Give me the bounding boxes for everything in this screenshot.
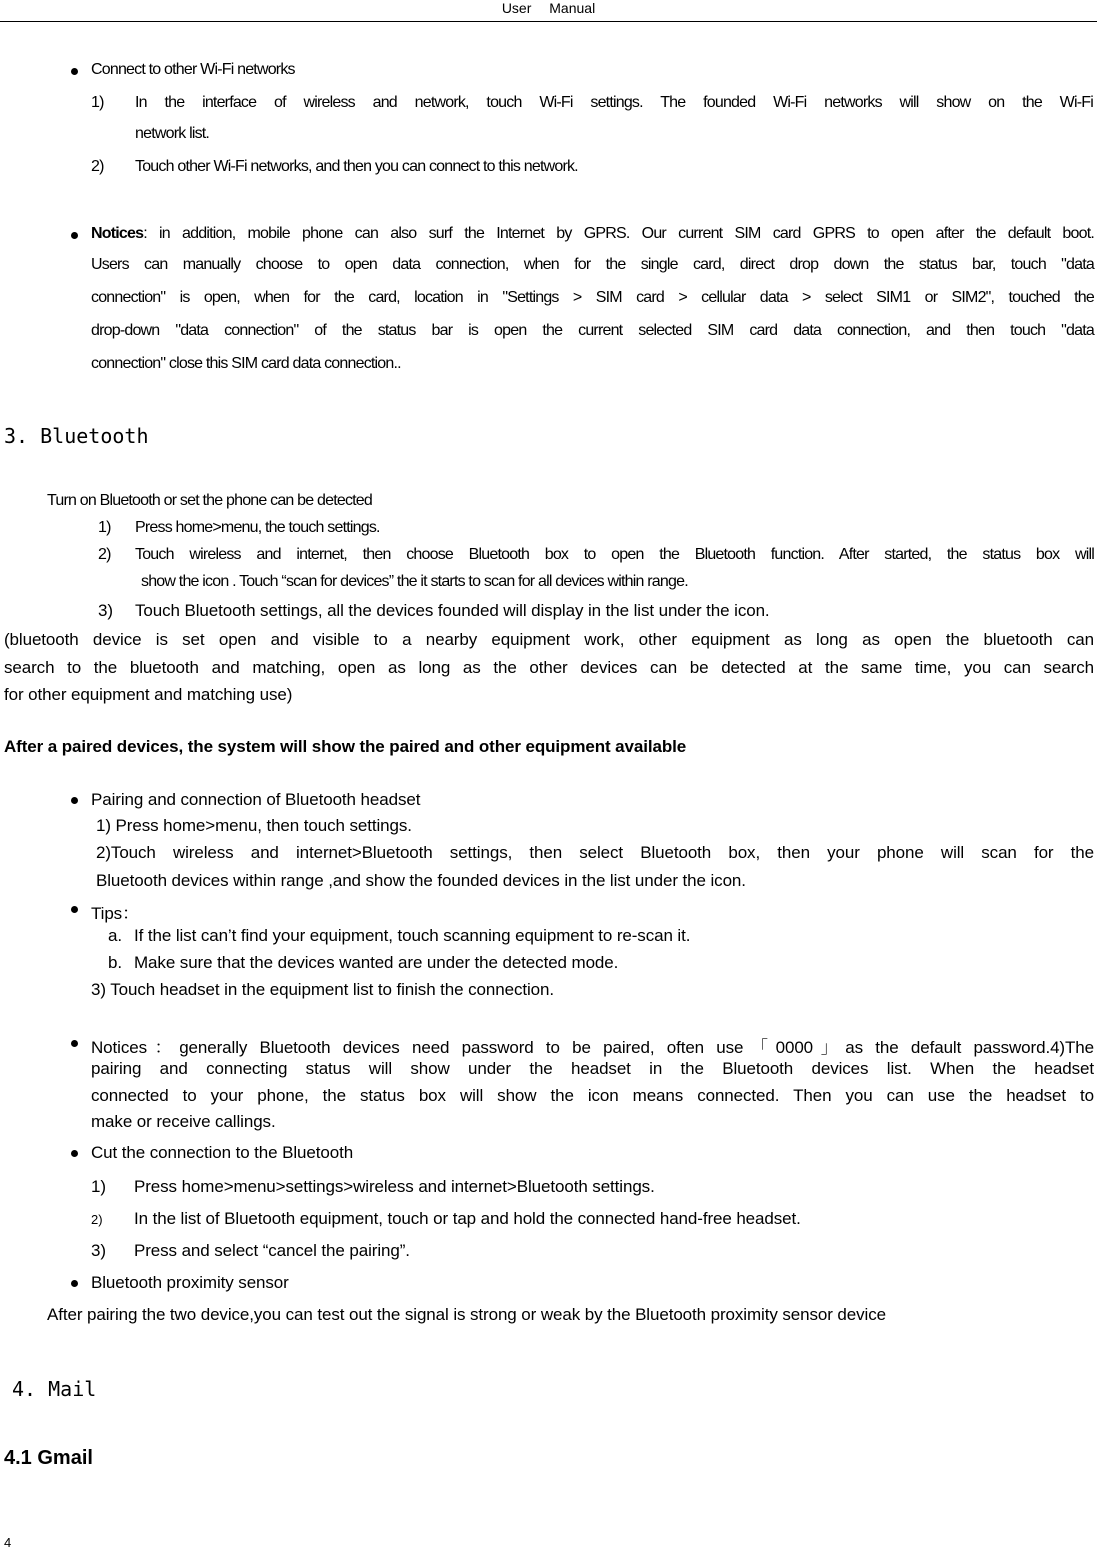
bullet-dot — [71, 797, 78, 804]
bluetooth-s1-num: 1) — [98, 519, 111, 536]
proximity-line: After pairing the two device,you can test out the signal is strong or weak by the Bluetooth proximity sensor device — [47, 1305, 886, 1324]
proximity-bullet-text: Bluetooth proximity sensor — [91, 1273, 289, 1292]
bullet-dot — [71, 906, 78, 913]
gprs-notice-line5: connection" close this SIM card data connection.. — [91, 355, 401, 372]
bt-notice-line4: make or receive callings. — [91, 1112, 276, 1131]
gprs-notice-line4: drop-down "data connection" of the status bar is open the current selected SIM card data connection, and then touch "data — [91, 322, 1094, 339]
headset-s1: 1) Press home>menu, then touch settings. — [96, 816, 412, 835]
cut-s2-num: 2) — [91, 1212, 103, 1227]
tips-b-label: b. — [108, 953, 122, 972]
headset-s2-line2: Bluetooth devices within range ,and show the founded devices in the list under the icon. — [96, 871, 746, 890]
wifi-step1-line2: network list. — [135, 125, 210, 142]
header-right: Manual — [549, 0, 596, 16]
wifi-step2-text: Touch other Wi-Fi networks, and then you can connect to this network. — [135, 158, 578, 175]
tips-a-text: If the list can’t find your equipment, touch scanning equipment to re-scan it. — [134, 926, 691, 945]
bullet-dot — [71, 68, 78, 75]
cut-s3: Press and select “cancel the pairing”. — [134, 1241, 410, 1260]
bt-notice-line2: pairing and connecting status will show under the headset in the Bluetooth devices list. When the headset — [91, 1059, 1094, 1078]
cut-s1: Press home>menu>settings>wireless and internet>Bluetooth settings. — [134, 1177, 655, 1196]
page-number: 4 — [4, 1535, 12, 1550]
header-left: User — [501, 0, 532, 16]
gprs-notice-line1-text: : in addition, mobile phone can also surf the Internet by GPRS. Our current SIM card GPRS to open after the default boot. — [143, 225, 1094, 242]
gprs-notice-label: Notices — [91, 225, 144, 242]
bullet-dot — [71, 1150, 78, 1157]
cut-bullet-text: Cut the connection to the Bluetooth — [91, 1143, 354, 1162]
header-title — [0, 0, 1097, 16]
bluetooth-s2-line2: show the icon . Touch “scan for devices” the it starts to scan for all devices within range. — [141, 573, 688, 590]
gprs-notice-line1 — [91, 225, 1094, 243]
tips-bullet-text: Tips： — [91, 904, 139, 923]
headset-s2-line1: 2)Touch wireless and internet>Bluetooth settings, then select Bluetooth box, then your phone will scan for the — [96, 843, 1094, 862]
cut-s3-num: 3) — [91, 1241, 106, 1260]
wifi-step1-line1: In the interface of wireless and network, touch Wi-Fi settings. The founded Wi-Fi networks will show on the Wi-Fi — [135, 94, 1093, 111]
bt-notice-line1: Notices：generally Bluetooth devices need password to be paired, often use「0000」as the default password.4)The — [91, 1038, 1094, 1057]
cut-s1-num: 1) — [91, 1177, 106, 1196]
tips-s3: 3) Touch headset in the equipment list to finish the connection. — [91, 980, 554, 999]
bullet-dot — [71, 232, 78, 239]
wifi-step1-num: 1) — [91, 94, 104, 111]
bluetooth-s1: Press home>menu, the touch settings. — [135, 519, 380, 536]
page-header — [0, 0, 1097, 22]
headset-bullet-text: Pairing and connection of Bluetooth headset — [91, 790, 421, 809]
bluetooth-s3: Touch Bluetooth settings, all the devices founded will display in the list under the icon. — [135, 601, 770, 620]
tips-a-label: a. — [108, 926, 122, 945]
bullet-dot — [71, 1040, 78, 1047]
section-heading-bluetooth: 3. Bluetooth — [4, 424, 149, 448]
bluetooth-s2-num: 2) — [98, 546, 111, 563]
bullet-dot — [71, 1280, 78, 1287]
bluetooth-bold-line: After a paired devices, the system will show the paired and other equipment available — [4, 737, 687, 756]
cut-s2: In the list of Bluetooth equipment, touch or tap and hold the connected hand-free headset. — [134, 1209, 801, 1228]
gprs-notice-line3: connection" is open, when for the card, location in "Settings > SIM card > cellular data > select SIM1 or SIM2", touched the — [91, 289, 1094, 306]
bluetooth-intro: Turn on Bluetooth or set the phone can be detected — [47, 492, 373, 509]
subsection-heading-gmail: 4.1 Gmail — [4, 1447, 93, 1469]
tips-b-text: Make sure that the devices wanted are under the detected mode. — [134, 953, 619, 972]
bluetooth-para-line3: for other equipment and matching use) — [4, 685, 293, 704]
bluetooth-para-line2: search to the bluetooth and matching, open as long as the other devices can be detected at the same time, you can search — [4, 658, 1094, 677]
section-heading-mail: 4. Mail — [12, 1377, 97, 1401]
gprs-notice-line2: Users can manually choose to open data connection, when for the single card, direct drop down the status bar, touch "data — [91, 256, 1094, 273]
bluetooth-s2-line1: Touch wireless and internet, then choose Bluetooth box to open the Bluetooth function. After started, the status box will — [135, 546, 1094, 563]
bt-notice-line3: connected to your phone, the status box will show the icon means connected. Then you can use the headset to — [91, 1086, 1094, 1105]
wifi-step2-num: 2) — [91, 158, 104, 175]
wifi-bullet-text: Connect to other Wi-Fi networks — [91, 61, 295, 78]
bluetooth-s3-num: 3) — [98, 601, 113, 620]
bluetooth-para-line1: (bluetooth device is set open and visible to a nearby equipment work, other equipment as long as open the bluetooth can — [4, 630, 1094, 649]
